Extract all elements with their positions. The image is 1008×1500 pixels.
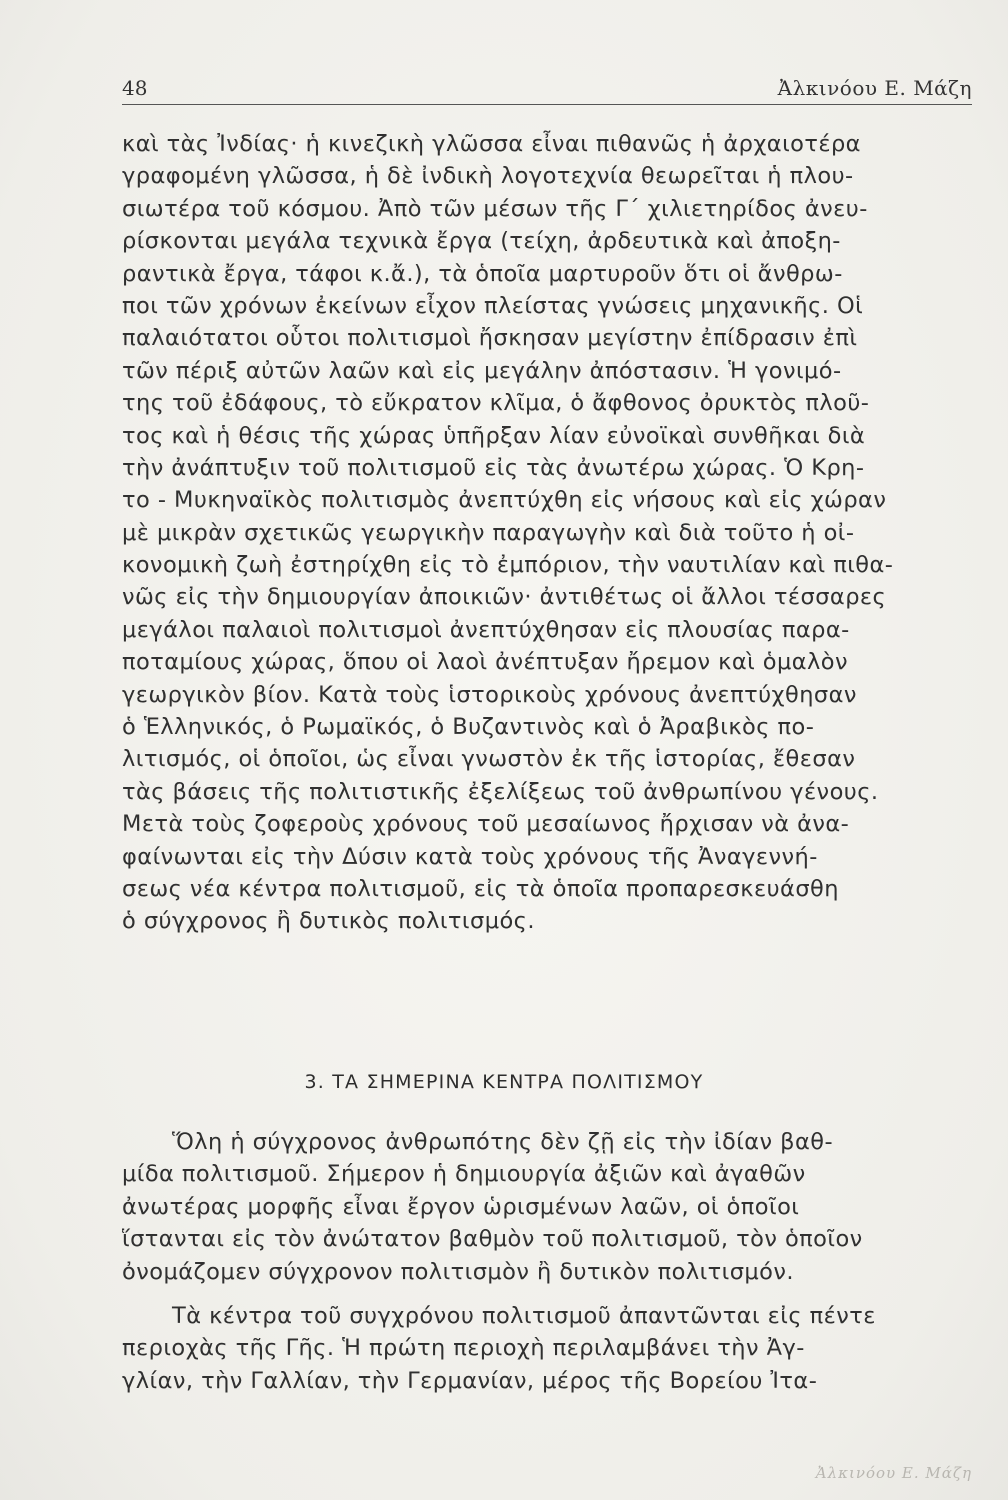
text-line: ποταμίους χώρας, ὅπου οἱ λαοὶ ἀνέπτυξαν ἤρεμον καὶ ὁμαλὸν (122, 649, 849, 676)
paragraph-3 (122, 1300, 978, 1397)
paragraph-1 (122, 128, 978, 938)
text-line: ποι τῶν χρόνων ἐκείνων εἶχον πλείστας γνώσεις μηχανικῆς. Οἱ (122, 292, 864, 319)
paragraph-2 (122, 1126, 978, 1288)
text-line: σεως νέα κέντρα πολιτισμοῦ, εἰς τὰ ὁποῖα προπαρεσκευάσθη (122, 875, 839, 902)
section-heading: 3. ΤΑ ΣΗΜΕΡΙΝΑ ΚΕΝΤΡΑ ΠΟΛΙΤΙΣΜΟΥ (304, 1071, 704, 1093)
header-rule (122, 104, 972, 105)
text-line: τὰς βάσεις τῆς πολιτιστικῆς ἐξελίξεως τοῦ ἀνθρωπίνου γένους. (122, 778, 879, 805)
owner-stamp: Ἀλκινόου Ε. Μάζη (815, 1464, 972, 1482)
text-line: γλίαν, τὴν Γαλλίαν, τὴν Γερμανίαν, μέρος τῆς Βορείου Ἰτα- (122, 1367, 818, 1394)
text-line: σιωτέρα τοῦ κόσμου. Ἀπὸ τῶν μέσων τῆς Γ΄ χιλιετηρίδος ἀνευ- (122, 195, 868, 222)
text-line: καὶ τὰς Ἰνδίας· ἡ κινεζικὴ γλῶσσα εἶναι πιθανῶς ἡ ἀρχαιοτέρα (122, 131, 861, 157)
text-line: λιτισμός, οἱ ὁποῖοι, ὡς εἶναι γνωστὸν ἐκ τῆς ἱστορίας, ἔθεσαν (122, 746, 856, 773)
running-head: Ἀλκινόου Ε. Μάζη (777, 76, 972, 100)
text-line: μίδα πολιτισμοῦ. Σήμερον ἡ δημιουργία ἀξιῶν καὶ ἀγαθῶν (122, 1161, 806, 1188)
text-line: μὲ μικρὰν σχετικῶς γεωργικὴν παραγωγὴν καὶ διὰ τοῦτο ἡ οἰ- (122, 519, 855, 546)
page-header (122, 74, 972, 104)
text-line: της τοῦ ἐδάφους, τὸ εὔκρατον κλῖμα, ὁ ἄφθονος ὀρυκτὸς πλοῦ- (122, 390, 870, 417)
text-line: μεγάλοι παλαιοὶ πολιτισμοὶ ἀνεπτύχθησαν εἰς πλουσίας παρα- (122, 616, 850, 643)
text-line: φαίνωνται εἰς τὴν Δύσιν κατὰ τοὺς χρόνους τῆς Ἀναγεννή- (122, 843, 818, 870)
text-line: κονομικὴ ζωὴ ἐστηρίχθη εἰς τὸ ἐμπόριον, τὴν ναυτιλίαν καὶ πιθα- (122, 552, 894, 579)
text-line: τος καὶ ἡ θέσις τῆς χώρας ὑπῆρξαν λίαν εὐνοϊκαὶ συνθῆκαι διὰ (122, 422, 866, 449)
text-line: γεωργικὸν βίον. Κατὰ τοὺς ἱστορικοὺς χρόνους ἀνεπτύχθησαν (122, 681, 857, 708)
text-line: Μετὰ τοὺς ζοφεροὺς χρόνους τοῦ μεσαίωνος ἤρχισαν νὰ ἀνα- (122, 811, 850, 838)
text-line: ραντικὰ ἔργα, τάφοι κ.ἄ.), τὰ ὁποῖα μαρτυροῦν ὅτι οἱ ἄνθρω- (122, 260, 843, 287)
text-line: ὁ σύγχρονος ἢ δυτικὸς πολιτισμός. (122, 908, 535, 935)
text-line: Τὰ κέντρα τοῦ συγχρόνου πολιτισμοῦ ἀπαντῶνται εἰς πέντε (172, 1303, 876, 1329)
text-line: γραφομένη γλῶσσα, ἡ δὲ ἰνδικὴ λογοτεχνία θεωρεῖται ἡ πλου- (122, 163, 854, 190)
text-line: τῶν πέριξ αὐτῶν λαῶν καὶ εἰς μεγάλην ἀπόστασιν. Ἡ γονιμό- (122, 357, 842, 384)
text-line: Ὅλη ἡ σύγχρονος ἀνθρωπότης δὲν ζῇ εἰς τὴν ἰδίαν βαθ- (172, 1129, 834, 1155)
text-line: περιοχὰς τῆς Γῆς. Ἡ πρώτη περιοχὴ περιλαμβάνει τὴν Ἀγ- (122, 1335, 805, 1362)
text-line: ἵστανται εἰς τὸν ἀνώτατον βαθμὸν τοῦ πολιτισμοῦ, τὸν ὁποῖον (122, 1226, 863, 1253)
text-line: το - Μυκηναϊκὸς πολιτισμὸς ἀνεπτύχθη εἰς νήσους καὶ εἰς χώραν (122, 487, 887, 514)
text-line: ρίσκονται μεγάλα τεχνικὰ ἔργα (τείχη, ἀρδευτικὰ καὶ ἀποξη- (122, 228, 841, 255)
page-number: 48 (122, 76, 148, 100)
text-line: τὴν ἀνάπτυξιν τοῦ πολιτισμοῦ εἰς τὰς ἀνωτέρω χώρας. Ὁ Κρη- (122, 454, 865, 481)
text-line: ἀνωτέρας μορφῆς εἶναι ἔργον ὡρισμένων λαῶν, οἱ ὁποῖοι (122, 1193, 800, 1220)
text-line: νῶς εἰς τὴν δημιουργίαν ἀποικιῶν· ἀντιθέτως οἱ ἄλλοι τέσσαρες (122, 584, 887, 611)
text-line: ὀνομάζομεν σύγχρονον πολιτισμὸν ἢ δυτικὸν πολιτισμόν. (122, 1258, 795, 1285)
text-line: ὁ Ἑλληνικός, ὁ Ρωμαϊκός, ὁ Βυζαντινὸς καὶ ὁ Ἀραβικὸς πο- (122, 714, 815, 741)
text-line: παλαιότατοι οὗτοι πολιτισμοὶ ἤσκησαν μεγίστην ἐπίδρασιν ἐπὶ (122, 325, 858, 352)
